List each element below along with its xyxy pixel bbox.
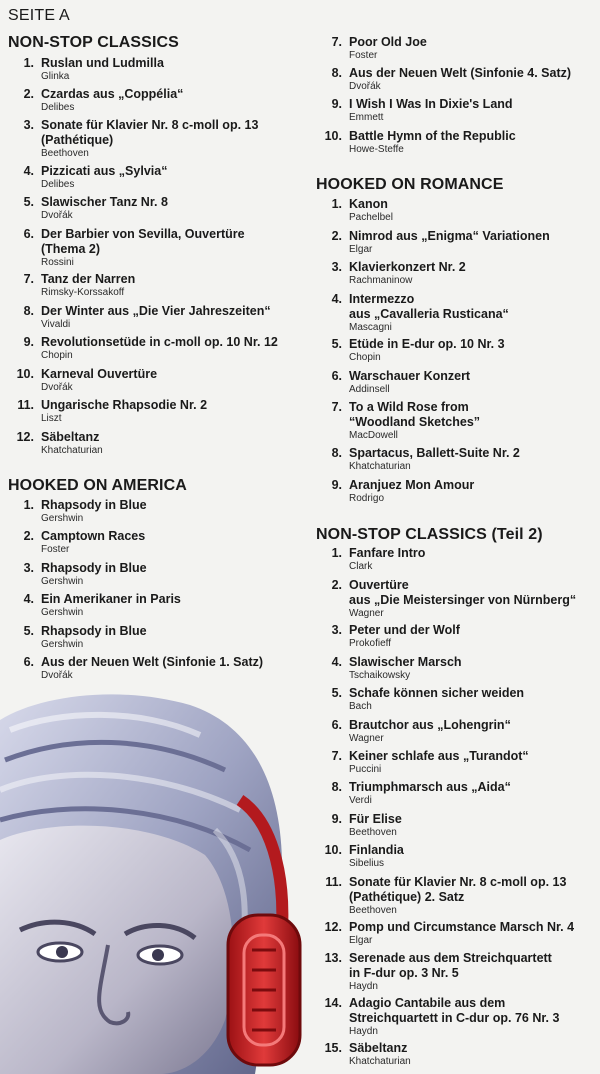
track-title: Warschauer Konzert — [349, 369, 471, 383]
track-title: Poor Old Joe — [349, 35, 427, 49]
track-composer: Wagner — [349, 733, 384, 744]
track-composer: Emmett — [349, 112, 384, 123]
track-number: 4. — [23, 164, 34, 178]
track-item — [8, 655, 300, 682]
track-composer: Rodrigo — [349, 493, 385, 504]
track-item — [8, 227, 300, 269]
track-number: 2. — [23, 529, 34, 543]
track-item — [316, 686, 600, 713]
track-number: 7. — [331, 35, 342, 49]
track-number: 5. — [23, 624, 34, 638]
track-title: Aus der Neuen Welt (Sinfonie 1. Satz) — [41, 655, 264, 669]
track-composer: Sibelius — [349, 858, 385, 869]
track-number: 10. — [16, 367, 34, 381]
track-title: Slawischer Marsch — [349, 655, 462, 669]
track-item — [316, 400, 600, 442]
track-title: Der Barbier von Sevilla, Ouvertüre (Thema 2) — [41, 227, 245, 256]
section-title: HOOKED ON AMERICA — [8, 477, 187, 494]
track-number: 4. — [23, 592, 34, 606]
track-item — [8, 164, 300, 191]
track-title: Karneval Ouvertüre — [41, 367, 158, 381]
track-composer: MacDowell — [349, 430, 398, 441]
track-composer: Elgar — [349, 244, 373, 255]
track-item — [316, 66, 600, 93]
track-item — [316, 655, 600, 682]
track-number: 8. — [331, 446, 342, 460]
track-title: Camptown Races — [41, 529, 146, 543]
track-item — [316, 260, 600, 287]
track-number: 5. — [331, 686, 342, 700]
track-composer: Delibes — [41, 102, 75, 113]
track-number: 6. — [23, 655, 34, 669]
track-composer: Beethoven — [349, 905, 397, 916]
track-item — [316, 718, 600, 745]
track-item — [316, 996, 600, 1038]
track-item — [8, 624, 300, 651]
track-composer: Beethoven — [349, 827, 397, 838]
track-composer: Delibes — [41, 179, 75, 190]
track-composer: Verdi — [349, 795, 372, 806]
track-title: Sonate für Klavier Nr. 8 c-moll op. 13 (Pathétique) — [41, 118, 259, 147]
track-number: 12. — [16, 430, 34, 444]
track-number: 11. — [325, 875, 342, 889]
track-title: Säbeltanz — [41, 430, 100, 444]
track-title: Rhapsody in Blue — [41, 498, 147, 512]
track-composer: Beethoven — [41, 148, 89, 159]
track-item — [8, 56, 300, 83]
track-item — [316, 920, 600, 947]
track-number: 6. — [331, 369, 342, 383]
track-number: 5. — [23, 195, 34, 209]
track-number: 12. — [324, 920, 342, 934]
track-item — [316, 749, 600, 776]
track-number: 3. — [23, 561, 34, 575]
track-number: 5. — [331, 337, 342, 351]
track-item — [316, 35, 600, 62]
track-number: 4. — [331, 655, 342, 669]
track-item — [316, 129, 600, 156]
track-number: 2. — [23, 87, 34, 101]
track-number: 6. — [23, 227, 34, 241]
track-number: 1. — [23, 56, 34, 70]
face — [0, 826, 233, 1074]
track-number: 2. — [331, 578, 342, 592]
track-number: 7. — [331, 749, 342, 763]
track-number: 1. — [331, 546, 342, 560]
track-title: Intermezzo aus „Cavalleria Rusticana“ — [349, 292, 509, 321]
track-item — [8, 561, 300, 588]
track-item — [316, 97, 600, 124]
track-composer: Pachelbel — [349, 212, 393, 223]
track-number: 3. — [331, 623, 342, 637]
track-item — [8, 430, 300, 457]
track-composer: Gershwin — [41, 639, 84, 650]
track-number: 4. — [331, 292, 342, 306]
track-composer: Khatchaturian — [41, 445, 103, 456]
track-title: Finlandia — [349, 843, 404, 857]
track-composer: Rossini — [41, 257, 74, 268]
track-item — [316, 1041, 600, 1068]
track-title: Aus der Neuen Welt (Sinfonie 4. Satz) — [349, 66, 572, 80]
track-title: Spartacus, Ballett-Suite Nr. 2 — [349, 446, 520, 460]
track-title: Rhapsody in Blue — [41, 561, 147, 575]
track-composer: Haydn — [349, 1026, 378, 1037]
track-item — [316, 369, 600, 396]
track-title: Schafe können sicher weiden — [349, 686, 525, 700]
track-title: Brautchor aus „Lohengrin“ — [349, 718, 511, 732]
track-title: Keiner schlafe aus „Turandot“ — [349, 749, 529, 763]
track-title: Peter und der Wolf — [349, 623, 460, 637]
track-number: 8. — [331, 780, 342, 794]
track-title: Serenade aus dem Streichquartett in F-dur op. 3 Nr. 5 — [349, 951, 552, 980]
track-composer: Khatchaturian — [349, 461, 411, 472]
track-title: Slawischer Tanz Nr. 8 — [41, 195, 168, 209]
track-item — [8, 367, 300, 394]
track-number: 13. — [324, 951, 342, 965]
track-composer: Liszt — [41, 413, 62, 424]
track-number: 9. — [331, 97, 342, 111]
track-composer: Foster — [349, 50, 378, 61]
track-title: Adagio Cantabile aus dem Streichquartett in C-dur op. 76 Nr. 3 — [349, 996, 560, 1025]
track-composer: Tschaikowsky — [349, 670, 411, 681]
track-item — [316, 780, 600, 807]
track-number: 15. — [324, 1041, 342, 1055]
track-composer: Rimsky-Korssakoff — [41, 287, 125, 298]
track-composer: Gershwin — [41, 607, 84, 618]
track-item — [8, 529, 300, 556]
track-composer: Dvořák — [41, 382, 73, 393]
track-title: Fanfare Intro — [349, 546, 426, 560]
track-item — [8, 118, 300, 160]
track-number: 9. — [331, 478, 342, 492]
track-composer: Clark — [349, 561, 373, 572]
track-composer: Rachmaninow — [349, 275, 413, 286]
track-title: Säbeltanz — [349, 1041, 408, 1055]
track-item — [8, 87, 300, 114]
section-title: HOOKED ON ROMANCE — [316, 176, 504, 193]
track-number: 1. — [331, 197, 342, 211]
track-item — [8, 304, 300, 331]
track-title: To a Wild Rose from “Woodland Sketches” — [349, 400, 481, 429]
track-composer: Wagner — [349, 608, 384, 619]
track-item — [316, 951, 600, 993]
track-composer: Dvořák — [41, 670, 73, 681]
track-number: 10. — [324, 129, 342, 143]
track-item — [8, 195, 300, 222]
track-title: Rhapsody in Blue — [41, 624, 147, 638]
composer-portrait-illustration — [0, 690, 310, 1074]
track-item — [316, 446, 600, 473]
track-title: Etüde in E-dur op. 10 Nr. 3 — [349, 337, 505, 351]
track-title: Tanz der Narren — [41, 272, 136, 286]
track-item — [316, 229, 600, 256]
track-item — [8, 398, 300, 425]
track-number: 3. — [331, 260, 342, 274]
track-number: 14. — [324, 996, 342, 1010]
track-title: Pomp und Circumstance Marsch Nr. 4 — [349, 920, 575, 934]
track-title: Ruslan und Ludmilla — [41, 56, 164, 70]
side-label: SEITE A — [8, 7, 70, 24]
track-composer: Haydn — [349, 981, 378, 992]
track-composer: Dvořák — [349, 81, 381, 92]
track-number: 9. — [23, 335, 34, 349]
track-title: Ouvertüre aus „Die Meistersinger von Nürnberg“ — [349, 578, 577, 607]
track-number: 6. — [331, 718, 342, 732]
track-composer: Khatchaturian — [349, 1056, 411, 1067]
track-title: Klavierkonzert Nr. 2 — [349, 260, 466, 274]
track-title: Triumphmarsch aus „Aida“ — [349, 780, 511, 794]
track-composer: Mascagni — [349, 322, 392, 333]
track-title: Aranjuez Mon Amour — [349, 478, 475, 492]
track-composer: Glinka — [41, 71, 70, 82]
track-title: Kanon — [349, 197, 388, 211]
track-item — [316, 197, 600, 224]
track-number: 10. — [324, 843, 342, 857]
track-number: 1. — [23, 498, 34, 512]
track-composer: Elgar — [349, 935, 373, 946]
track-composer: Foster — [41, 544, 70, 555]
track-number: 8. — [331, 66, 342, 80]
track-composer: Prokofieff — [349, 638, 392, 649]
track-composer: Chopin — [41, 350, 73, 361]
track-item — [316, 337, 600, 364]
track-title: Der Winter aus „Die Vier Jahreszeiten“ — [41, 304, 271, 318]
track-composer: Bach — [349, 701, 372, 712]
section-title: NON-STOP CLASSICS (Teil 2) — [316, 526, 543, 543]
track-number: 3. — [23, 118, 34, 132]
section-title: NON-STOP CLASSICS — [8, 34, 179, 51]
track-item — [316, 812, 600, 839]
track-title: Ungarische Rhapsodie Nr. 2 — [41, 398, 208, 412]
track-title: Sonate für Klavier Nr. 8 c-moll op. 13 (Pathétique) 2. Satz — [349, 875, 567, 904]
track-item — [316, 623, 600, 650]
track-composer: Gershwin — [41, 576, 84, 587]
track-composer: Puccini — [349, 764, 382, 775]
track-item — [8, 335, 300, 362]
track-composer: Dvořák — [41, 210, 73, 221]
track-item — [8, 592, 300, 619]
track-title: Pizzicati aus „Sylvia“ — [41, 164, 168, 178]
track-number: 2. — [331, 229, 342, 243]
track-title: Czardas aus „Coppélia“ — [41, 87, 184, 101]
track-number: 7. — [331, 400, 342, 414]
track-number: 8. — [23, 304, 34, 318]
track-composer: Howe-Steffe — [349, 144, 404, 155]
track-item — [316, 478, 600, 505]
track-number: 7. — [23, 272, 34, 286]
track-number: 9. — [331, 812, 342, 826]
track-title: Nimrod aus „Enigma“ Variationen — [349, 229, 550, 243]
track-composer: Chopin — [349, 352, 381, 363]
track-title: Revolutionsetüde in c-moll op. 10 Nr. 12 — [41, 335, 278, 349]
track-item — [8, 498, 300, 525]
track-title: Ein Amerikaner in Paris — [41, 592, 181, 606]
track-item — [316, 546, 600, 573]
track-item — [316, 578, 600, 620]
track-title: Für Elise — [349, 812, 402, 826]
track-title: I Wish I Was In Dixie's Land — [349, 97, 513, 111]
track-item — [316, 875, 600, 917]
track-composer: Gershwin — [41, 513, 84, 524]
track-composer: Addinsell — [349, 384, 390, 395]
track-number: 11. — [17, 398, 34, 412]
track-composer: Vivaldi — [41, 319, 71, 330]
track-item — [316, 292, 600, 334]
track-title: Battle Hymn of the Republic — [349, 129, 516, 143]
track-item — [316, 843, 600, 870]
track-item — [8, 272, 300, 299]
